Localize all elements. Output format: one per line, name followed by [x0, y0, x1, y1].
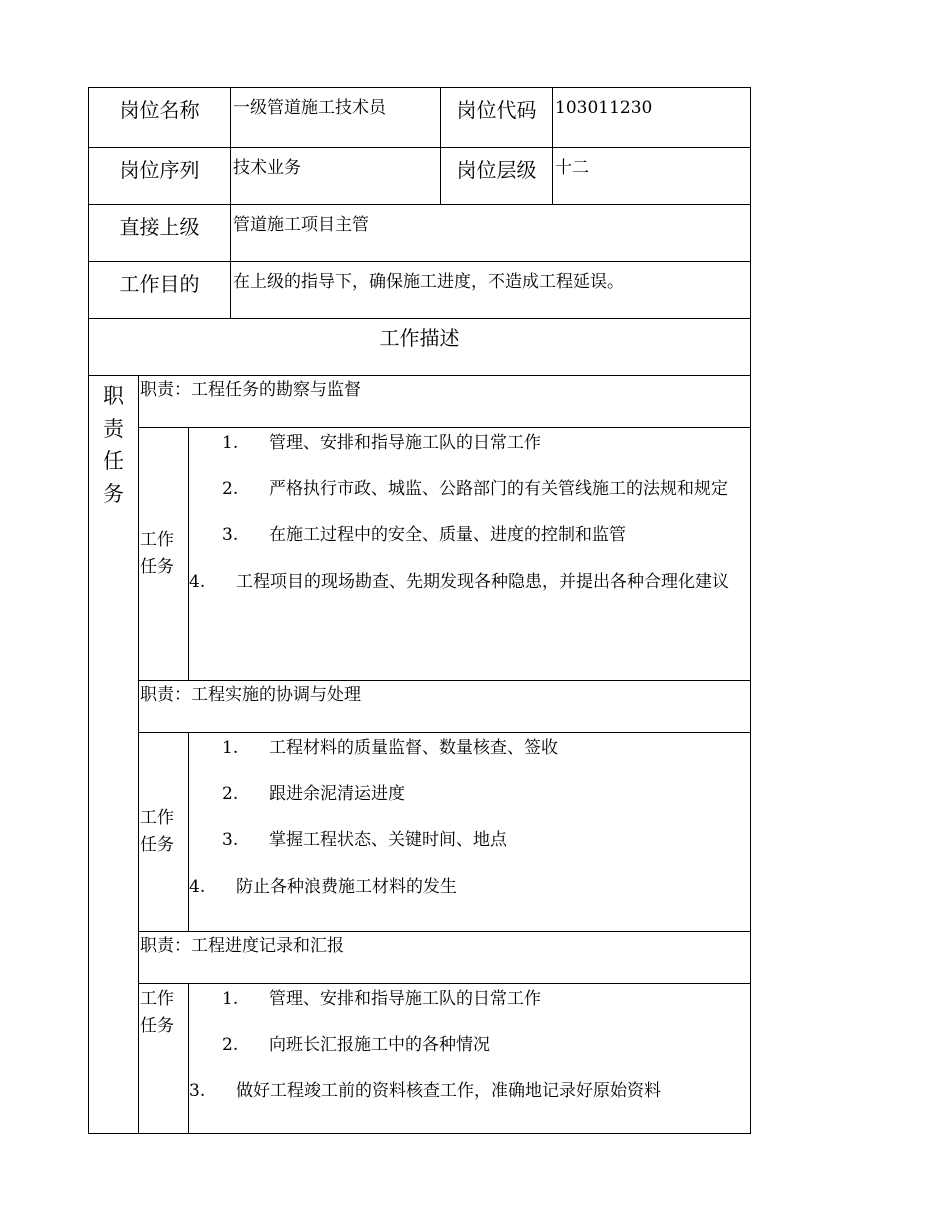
- duty-side-char: 职: [103, 384, 124, 408]
- sequence-label: 岗位序列: [89, 148, 231, 205]
- duty-row: [89, 932, 751, 984]
- row-supervisor: [89, 205, 751, 262]
- task-item: 4. 防止各种浪费施工材料的发生: [189, 876, 457, 897]
- duty-title: 职责：工程实施的协调与处理: [139, 681, 751, 733]
- duty-title: 职责：工程任务的勘察与监督: [139, 376, 751, 428]
- form-table: [88, 87, 751, 1134]
- purpose-value: 在上级的指导下，确保施工进度，不造成工程延误。: [231, 262, 751, 319]
- task-row: [89, 428, 751, 681]
- task-side-label: 工作 任务: [139, 428, 189, 681]
- purpose-label: 工作目的: [89, 262, 231, 319]
- row-position-name: [89, 88, 751, 148]
- position-code-value: 103011230: [553, 88, 751, 148]
- task-row: [89, 984, 751, 1134]
- description-title: 工作描述: [89, 319, 751, 376]
- supervisor-label: 直接上级: [89, 205, 231, 262]
- task-list: [189, 984, 751, 1134]
- task-side-label: 工作 任务: [139, 984, 189, 1134]
- task-item: 2. 向班长汇报施工中的各种情况: [222, 1035, 490, 1056]
- task-item: 2. 跟进余泥清运进度: [222, 784, 405, 805]
- level-value: 十二: [553, 148, 751, 205]
- duty-title: 职责：工程进度记录和汇报: [139, 932, 751, 984]
- task-item: 1. 管理、安排和指导施工队的日常工作: [222, 433, 541, 453]
- row-sequence: [89, 148, 751, 205]
- job-description-form: [88, 87, 750, 1134]
- position-name-label: 岗位名称: [89, 88, 231, 148]
- task-list: [189, 428, 751, 681]
- task-item: 4. 工程项目的现场勘查、先期发现各种隐患，并提出各种合理化建议: [189, 571, 729, 592]
- duty-side-label: [89, 376, 139, 1134]
- level-label: 岗位层级: [441, 148, 553, 205]
- task-item: 1. 工程材料的质量监督、数量核查、签收: [222, 738, 558, 758]
- task-list: [189, 733, 751, 932]
- task-item: 3. 在施工过程中的安全、质量、进度的控制和监管: [222, 525, 626, 546]
- sequence-value: 技术业务: [231, 148, 441, 205]
- duty-side-char: 务: [103, 481, 124, 506]
- task-item: 1. 管理、安排和指导施工队的日常工作: [222, 989, 541, 1009]
- position-name-value: 一级管道施工技术员: [231, 88, 441, 148]
- duty-row: [89, 376, 751, 428]
- row-purpose: [89, 262, 751, 319]
- duty-side-char: 任: [103, 449, 124, 474]
- position-code-label: 岗位代码: [441, 88, 553, 148]
- supervisor-value: 管道施工项目主管: [231, 205, 751, 262]
- duty-side-char: 责: [103, 416, 124, 441]
- task-row: [89, 733, 751, 932]
- task-item: 3. 掌握工程状态、关键时间、地点: [222, 830, 507, 851]
- duty-row: [89, 681, 751, 733]
- task-side-label: 工作 任务: [139, 733, 189, 932]
- task-item: 2. 严格执行市政、城监、公路部门的有关管线施工的法规和规定: [222, 479, 728, 500]
- row-description-title: [89, 319, 751, 376]
- task-item: 3. 做好工程竣工前的资料核查工作，准确地记录好原始资料: [189, 1081, 661, 1102]
